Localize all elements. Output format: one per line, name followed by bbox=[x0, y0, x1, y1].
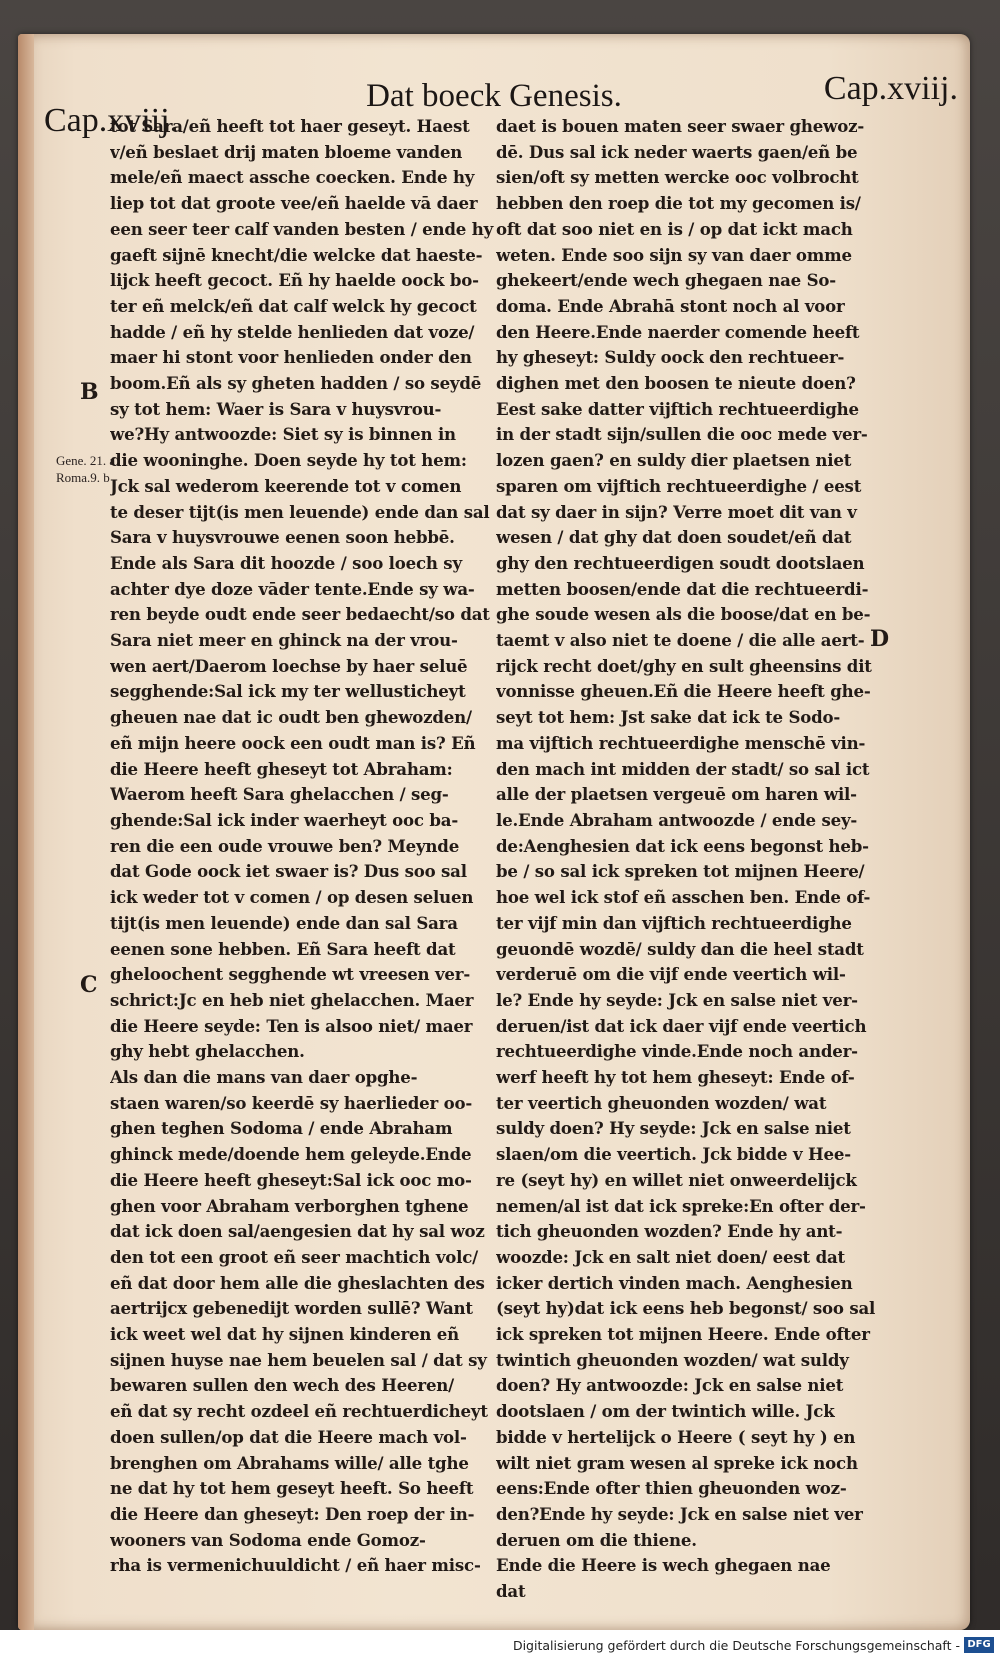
text-line: rechtueerdighe vinde.Ende noch ander- bbox=[496, 1041, 858, 1062]
text-line: tot Sara/eñ heeft tot haer geseyt. Haest bbox=[110, 116, 470, 136]
text-line: ghende:Sal ick inder waerheyt ooc ba- bbox=[110, 809, 459, 830]
text-line: doen sullen/op dat die Heere mach vol- bbox=[110, 1426, 467, 1447]
text-line: deruen om die thiene. bbox=[496, 1529, 697, 1550]
text-line: be / so sal ick spreken tot mijnen Heere/ bbox=[496, 861, 865, 882]
text-line: Sara niet meer en ghinck na der vrou- bbox=[110, 630, 458, 651]
text-line: dootslaen / om der twintich wille. Jck bbox=[496, 1401, 835, 1422]
text-line: deruen/ist dat ick daer vijf ende veertich bbox=[496, 1015, 867, 1036]
text-line: tich gheuonden wozden? Ende hy ant- bbox=[496, 1221, 843, 1242]
text-line: v/eñ beslaet drij maten bloeme vanden bbox=[110, 141, 463, 162]
text-line: staen waren/so keerdē sy haerlieder oo- bbox=[110, 1092, 473, 1113]
text-line: rha is vermenichuuldicht / eñ haer misc- bbox=[110, 1555, 481, 1576]
text-line: Ende die Heere is wech ghegaen nae bbox=[496, 1555, 831, 1576]
text-line: ter veertich gheuonden wozden/ wat bbox=[496, 1092, 827, 1113]
margin-reference-line: Gene. 21. a bbox=[56, 453, 116, 468]
text-line: de:Aenghesien dat ick eens begonst heb- bbox=[496, 835, 869, 856]
text-line: doen? Hy antwoozde: Jck en salse niet bbox=[496, 1375, 844, 1396]
text-line: alle der plaetsen vergeuē om haren wil- bbox=[496, 784, 857, 805]
text-line: die Heere heeft gheseyt:Sal ick ooc mo- bbox=[110, 1169, 472, 1190]
text-line: hy gheseyt: Suldy oock den rechtueer- bbox=[496, 347, 845, 368]
section-marker-d: D bbox=[870, 626, 890, 652]
text-line: sy tot hem: Waer is Sara v huysvrou- bbox=[110, 398, 442, 419]
footer-bar bbox=[0, 1630, 1000, 1662]
text-line: weten. Ende soo sijn sy van daer omme bbox=[496, 244, 852, 265]
text-line: vonnisse gheuen.Eñ die Heere heeft ghe- bbox=[496, 681, 871, 702]
text-line: dat bbox=[496, 1581, 526, 1602]
text-line: gaeft sijnē knecht/die welcke dat haeste- bbox=[110, 244, 483, 265]
text-line: dē. Dus sal ick neder waerts gaen/eñ be bbox=[496, 141, 858, 162]
text-line: die Heere dan gheseyt: Den roep der in- bbox=[110, 1503, 475, 1524]
text-line: (seyt hy)dat ick eens heb begonst/ soo sal bbox=[496, 1298, 876, 1319]
text-line: hebben den roep die tot my gecomen is/ bbox=[496, 193, 861, 214]
text-line: ren beyde oudt ende seer bedaecht/so dat bbox=[110, 604, 490, 625]
text-column-right bbox=[496, 114, 882, 1605]
text-line: Eest sake datter vijftich rechtueerdighe bbox=[496, 398, 859, 419]
text-line: liep tot dat groote vee/eñ haelde vā daer bbox=[110, 193, 478, 214]
text-line: ghy hebt ghelacchen. bbox=[110, 1041, 305, 1062]
text-line: in der stadt sijn/sullen die ooc mede ver- bbox=[496, 424, 868, 445]
text-line: ghen voor Abraham verborghen tghene bbox=[110, 1195, 469, 1216]
text-line: slaen/om die veertich. Jck bidde v Hee- bbox=[496, 1144, 851, 1165]
text-line: eenen sone hebben. Eñ Sara heeft dat bbox=[110, 938, 456, 959]
text-line: maer hi stont voor henlieden onder den bbox=[110, 347, 472, 368]
running-title: Dat boeck Genesis. bbox=[366, 78, 622, 114]
section-marker-b: B bbox=[80, 379, 99, 405]
text-line: aertrijcx gebenedijt worden sullē? Want bbox=[110, 1298, 473, 1319]
dfg-logo: DFG bbox=[964, 1637, 994, 1653]
text-line: geuondē wozdē/ suldy dan die heel stadt bbox=[496, 938, 864, 959]
text-line: den?Ende hy seyde: Jck en salse niet ver bbox=[496, 1503, 863, 1524]
text-line: woozde: Jck en salt niet doen/ eest dat bbox=[496, 1246, 845, 1267]
text-line: le.Ende Abraham antwoozde / ende sey- bbox=[496, 809, 858, 830]
text-line: bewaren sullen den wech des Heeren/ bbox=[110, 1375, 455, 1396]
text-line: segghende:Sal ick my ter wellusticheyt bbox=[110, 681, 466, 702]
margin-reference bbox=[56, 452, 115, 486]
margin-reference-line: Roma.9. b bbox=[56, 470, 110, 485]
text-line: sijnen huyse nae hem beuelen sal / dat sy bbox=[110, 1349, 487, 1370]
text-line: metten boosen/ende dat die rechtueerdi- bbox=[496, 578, 869, 599]
text-line: verderuē om die vijf ende veertich wil- bbox=[496, 964, 846, 985]
text-line: wesen / dat ghy dat doen soudet/eñ dat bbox=[496, 527, 852, 548]
text-line: nemen/al ist dat ick spreke:En ofter der- bbox=[496, 1195, 866, 1216]
text-line: we?Hy antwoozde: Siet sy is binnen in bbox=[110, 424, 456, 445]
text-line: suldy doen? Hy seyde: Jck en salse niet bbox=[496, 1118, 851, 1139]
text-line: sparen om vijftich rechtueerdighe / eest bbox=[496, 475, 862, 496]
text-line: ma vijftich rechtueerdighe menschē vin- bbox=[496, 732, 866, 753]
text-line: ter vijf min dan vijftich rechtueerdighe bbox=[496, 912, 852, 933]
text-line: dighen met den boosen te nieute doen? bbox=[496, 373, 856, 394]
text-line: Sara v huysvrouwe eenen soon hebbē. bbox=[110, 527, 455, 548]
text-column-left bbox=[110, 114, 496, 1579]
text-line: ne dat hy tot hem geseyt heeft. So heeft bbox=[110, 1478, 474, 1499]
text-line: Waerom heeft Sara ghelacchen / seg- bbox=[110, 784, 449, 805]
text-line: lijck heeft gecoct. Eñ hy haelde oock bo- bbox=[110, 270, 479, 291]
text-line: wen aert/Daerom loechse by haer seluē bbox=[110, 655, 468, 676]
text-line: ghe soude wesen als die boose/dat en be- bbox=[496, 604, 871, 625]
page-edge bbox=[18, 34, 34, 1630]
text-line: dat Gode oock iet swaer is? Dus soo sal bbox=[110, 861, 467, 882]
chapter-label-right: Cap.xviij. bbox=[823, 70, 958, 107]
chapter-label-left: Cap.xviij. bbox=[44, 102, 179, 139]
text-line: bidde v hertelijck o Heere ( seyt hy ) en bbox=[496, 1426, 856, 1447]
text-line: mele/eñ maect assche coecken. Ende hy bbox=[110, 167, 475, 188]
text-line: icker dertich vinden mach. Aenghesien bbox=[496, 1272, 853, 1293]
text-line: re (seyt hy) en willet niet onweerdelijck bbox=[496, 1169, 857, 1190]
text-line: Als dan die mans van daer opghe- bbox=[110, 1067, 418, 1088]
text-line: taemt v also niet te doene / die alle aert- bbox=[496, 630, 865, 651]
text-line: wilt niet gram wesen al spreke ick noch bbox=[496, 1452, 858, 1473]
text-line: sien/oft sy metten wercke ooc volbrocht bbox=[496, 167, 859, 188]
text-line: Jck sal wederom keerende tot v comen bbox=[110, 475, 462, 496]
text-line: lozen gaen? en suldy dier plaetsen niet bbox=[496, 450, 852, 471]
text-line: die Heere seyde: Ten is alsoo niet/ maer bbox=[110, 1015, 473, 1036]
text-line: ick weder tot v comen / op desen seluen bbox=[110, 887, 474, 908]
text-line: gheloochent segghende wt vreesen ver- bbox=[110, 964, 471, 985]
text-line: hadde / eñ hy stelde henlieden dat voze/ bbox=[110, 321, 475, 342]
text-line: schrict:Jc en heb niet ghelacchen. Maer bbox=[110, 989, 474, 1010]
text-line: twintich gheuonden wozden/ wat suldy bbox=[496, 1349, 849, 1370]
text-line: ghy den rechtueerdigen soudt dootslaen bbox=[496, 552, 865, 573]
text-line: seyt tot hem: Jst sake dat ick te Sodo- bbox=[496, 707, 841, 728]
text-line: hoe wel ick stof eñ asschen ben. Ende of- bbox=[496, 887, 871, 908]
text-line: ick spreken tot mijnen Heere. Ende ofter bbox=[496, 1324, 870, 1345]
text-line: den tot een groot eñ seer machtich volc/ bbox=[110, 1246, 479, 1267]
text-line: den Heere.Ende naerder comende heeft bbox=[496, 321, 860, 342]
text-line: dat ick doen sal/aengesien dat hy sal woz bbox=[110, 1221, 485, 1242]
text-line: wooners van Sodoma ende Gomoz- bbox=[110, 1529, 426, 1550]
text-line: oft dat soo niet en is / op dat ickt mach bbox=[496, 218, 853, 239]
footer-credit: Digitalisierung gefördert durch die Deutsche Forschungsgemeinschaft - bbox=[512, 1638, 960, 1653]
text-line: brenghen om Abrahams wille/ alle tghe bbox=[110, 1452, 469, 1473]
text-line: eñ dat sy recht ozdeel eñ rechtuerdicheyt bbox=[110, 1401, 488, 1422]
text-line: te deser tijt(is men leuende) ende dan sal bbox=[110, 501, 490, 522]
text-line: ghen teghen Sodoma / ende Abraham bbox=[110, 1118, 453, 1139]
text-line: Ende als Sara dit hoozde / soo loech sy bbox=[110, 552, 462, 573]
text-line: doma. Ende Abrahā stont noch al voor bbox=[496, 295, 845, 316]
text-line: den mach int midden der stadt/ so sal ict bbox=[496, 758, 870, 779]
text-line: rijck recht doet/ghy en sult gheensins dit bbox=[496, 655, 872, 676]
text-line: daet is bouen maten seer swaer ghewoz- bbox=[496, 116, 865, 136]
text-line: ren die een oude vrouwe ben? Meynde bbox=[110, 835, 460, 856]
text-line: ghinck mede/doende hem geleyde.Ende bbox=[110, 1144, 472, 1165]
text-line: boom.Eñ als sy gheten hadden / so seydē bbox=[110, 373, 482, 394]
section-marker-c: C bbox=[80, 972, 98, 998]
text-line: dat sy daer in sijn? Verre moet dit van v bbox=[496, 501, 857, 522]
text-line: gheuen nae dat ic oudt ben ghewozden/ bbox=[110, 707, 472, 728]
book-page bbox=[18, 34, 970, 1630]
text-line: achter dye doze vāder tente.Ende sy wa- bbox=[110, 578, 475, 599]
text-line: werf heeft hy tot hem gheseyt: Ende of- bbox=[496, 1067, 855, 1088]
text-line: le? Ende hy seyde: Jck en salse niet ver- bbox=[496, 989, 858, 1010]
text-line: die wooninghe. Doen seyde hy tot hem: bbox=[110, 450, 467, 471]
text-line: ghekeert/ende wech ghegaen nae So- bbox=[496, 270, 836, 291]
text-line: eñ dat door hem alle die gheslachten des bbox=[110, 1272, 485, 1293]
text-line: eens:Ende ofter thien gheuonden woz- bbox=[496, 1478, 847, 1499]
text-line: een seer teer calf vanden besten / ende hy bbox=[110, 218, 494, 239]
text-line: tijt(is men leuende) ende dan sal Sara bbox=[110, 912, 458, 933]
text-line: ter eñ melck/eñ dat calf welck hy gecoct bbox=[110, 295, 477, 316]
text-line: die Heere heeft gheseyt tot Abraham: bbox=[110, 758, 453, 779]
text-line: ick weet wel dat hy sijnen kinderen eñ bbox=[110, 1324, 460, 1345]
text-line: eñ mijn heere oock een oudt man is? Eñ bbox=[110, 732, 476, 753]
